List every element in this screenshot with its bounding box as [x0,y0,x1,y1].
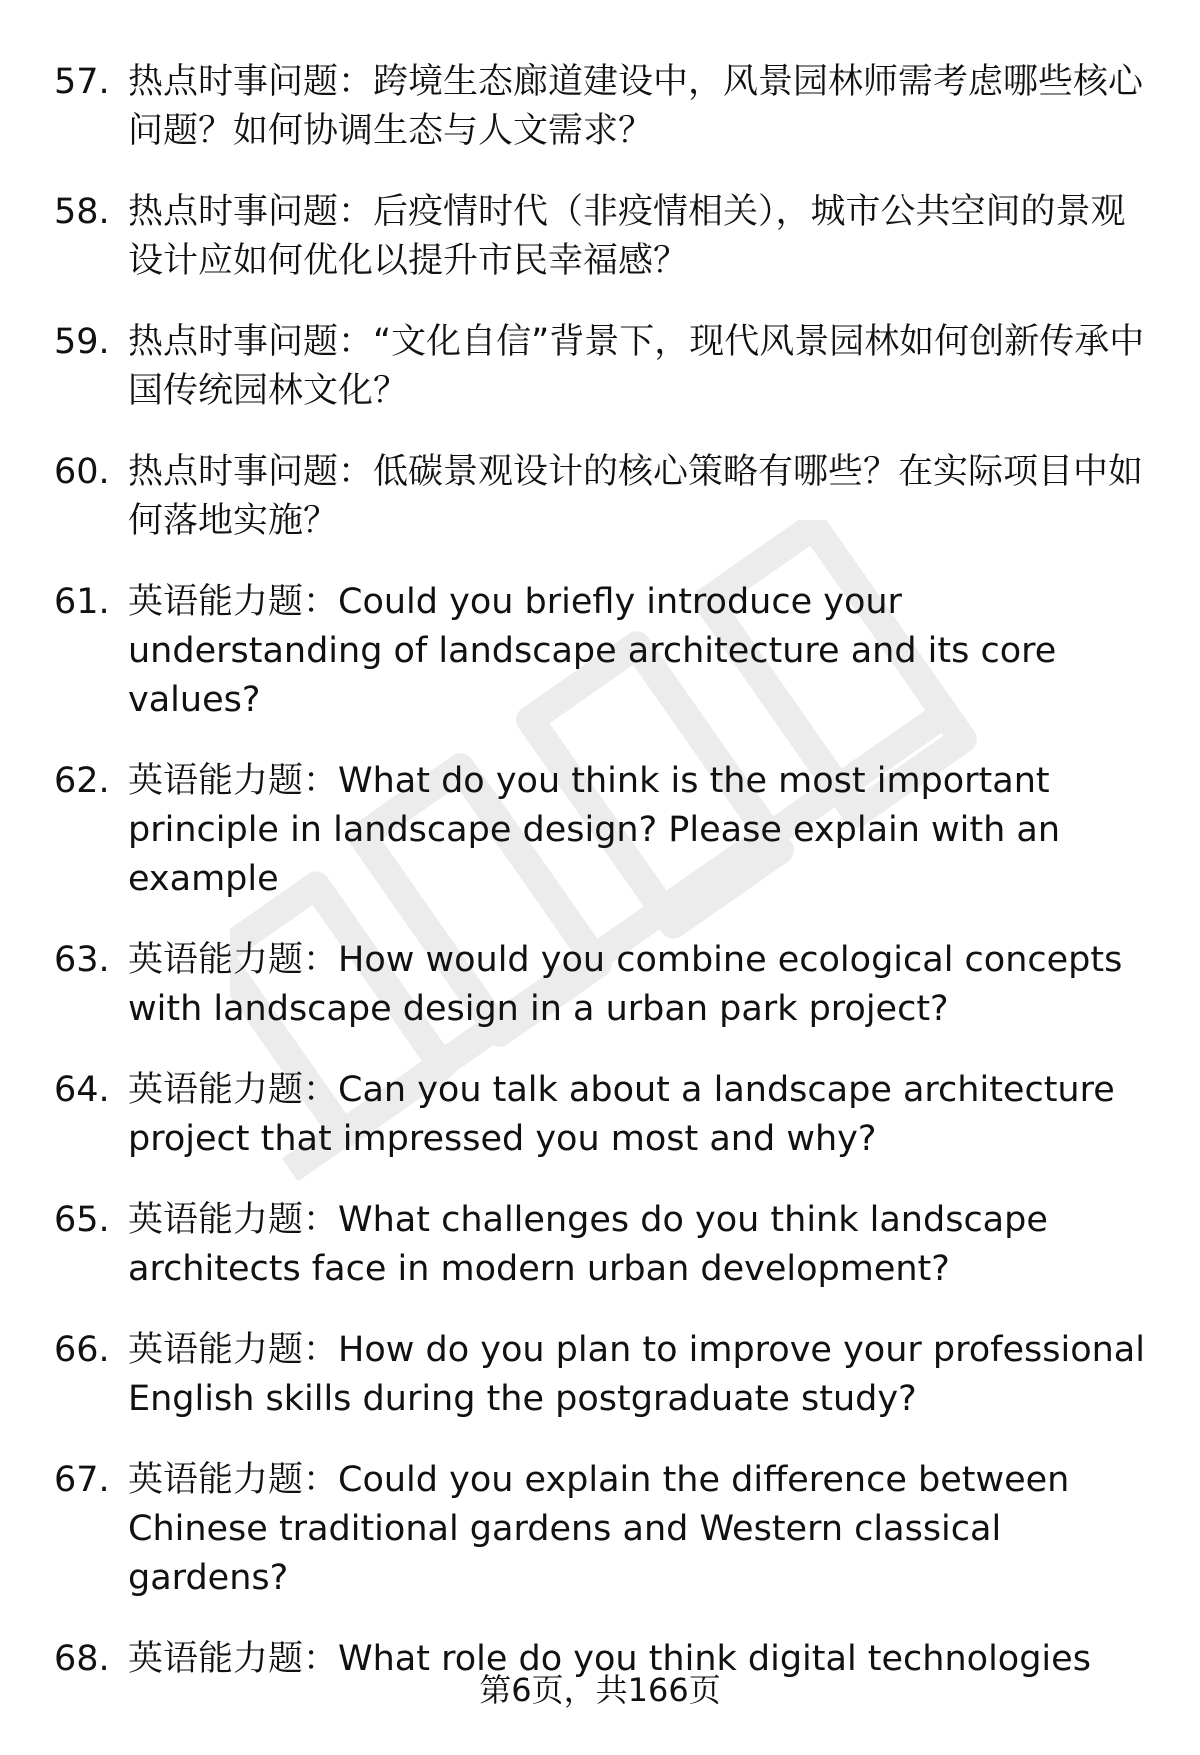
question-number: 60. [54,452,110,492]
list-item [0,578,1200,725]
question-number: 57. [54,62,110,102]
question-text: 英语能力题：How would you combine ecological concepts with landscape design in a urban park project? [128,940,1123,1029]
question-number: 59. [54,322,110,362]
list-item [0,1196,1200,1294]
page-number: 第6页，共166页 [479,1671,721,1709]
list-item [0,1456,1200,1603]
question-text: 英语能力题：Could you briefly introduce your understanding of landscape architecture and its core values? [128,582,1057,720]
question-number: 66. [54,1330,110,1370]
list-item [0,188,1200,286]
list-item [0,318,1200,416]
list-item [0,1066,1200,1164]
question-text: 热点时事问题：低碳景观设计的核心策略有哪些？在实际项目中如何落地实施？ [128,452,1144,541]
question-number: 67. [54,1460,110,1500]
list-item [0,448,1200,546]
question-number: 63. [54,940,110,980]
list-item [0,757,1200,904]
question-text: 英语能力题：What do you think is the most important principle in landscape design? Please explain with an example [128,761,1061,899]
question-number: 65. [54,1200,110,1240]
question-number: 62. [54,761,110,801]
question-text: 英语能力题：How do you plan to improve your professional English skills during the postgraduate study? [128,1330,1145,1419]
list-item [0,1326,1200,1424]
question-number: 68. [54,1639,110,1679]
question-text: 热点时事问题：跨境生态廊道建设中，风景园林师需考虑哪些核心问题？如何协调生态与人文需求？ [128,62,1144,151]
question-text: 热点时事问题：“文化自信”背景下，现代风景园林如何创新传承中国传统园林文化？ [128,322,1145,411]
list-item [0,58,1200,156]
question-list [0,58,1200,1716]
list-item [0,936,1200,1034]
question-number: 64. [54,1070,110,1110]
question-number: 61. [54,582,110,622]
question-text: 英语能力题：What role do you think digital technologies [128,1639,1091,1679]
question-number: 58. [54,192,110,232]
question-text: 英语能力题：Could you explain the difference between Chinese traditional gardens and Western classical gardens? [128,1460,1070,1598]
question-text: 英语能力题：What challenges do you think landscape architects face in modern urban development? [128,1200,1048,1289]
question-text: 英语能力题：Can you talk about a landscape architecture project that impressed you most and why? [128,1070,1115,1159]
question-text: 热点时事问题：后疫情时代（非疫情相关），城市公共空间的景观设计应如何优化以提升市民幸福感？ [128,192,1126,281]
